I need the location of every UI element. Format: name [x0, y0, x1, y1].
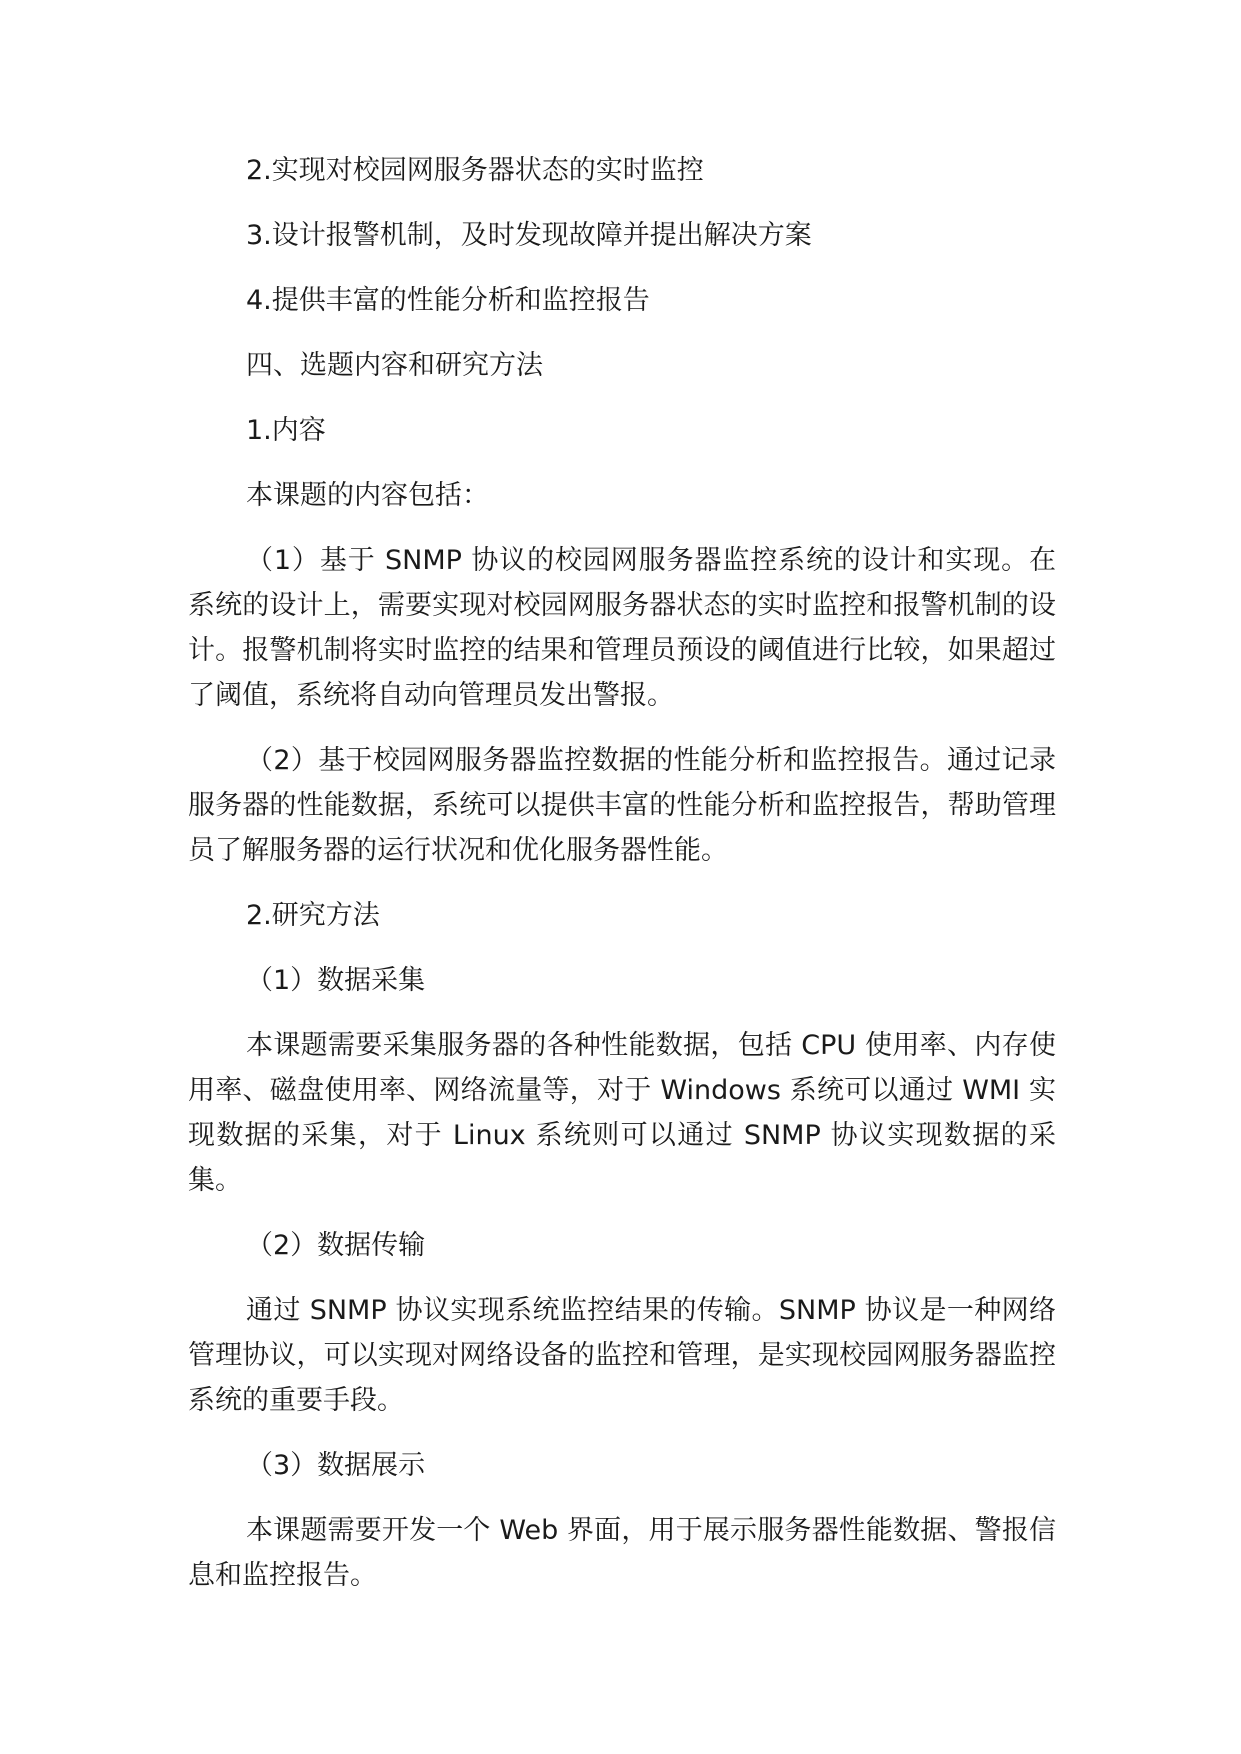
method-paragraph-collection: 本课题需要采集服务器的各种性能数据，包括 CPU 使用率、内存使用率、磁盘使用率、网络流量等，对于 Windows 系统可以通过 WMI 实现数据的采集，对于 Linux 系统则可以通过 SNMP 协议实现数据的采集。 [188, 1030, 1056, 1196]
content-intro: 本课题的内容包括： [246, 480, 489, 511]
method-heading-collection: （1）数据采集 [246, 965, 426, 996]
subsection-heading-methods: 2.研究方法 [246, 900, 380, 931]
content-paragraph-2: （2）基于校园网服务器监控数据的性能分析和监控报告。通过记录服务器的性能数据，系统可以提供丰富的性能分析和监控报告，帮助管理员了解服务器的运行状况和优化服务器性能。 [188, 745, 1056, 866]
section-heading: 四、选题内容和研究方法 [246, 350, 543, 381]
document-body [188, 148, 1056, 1598]
subsection-heading-content: 1.内容 [246, 415, 326, 446]
objective-item-4: 4.提供丰富的性能分析和监控报告 [246, 285, 650, 316]
method-paragraph-display: 本课题需要开发一个 Web 界面，用于展示服务器性能数据、警报信息和监控报告。 [188, 1515, 1056, 1591]
method-heading-display: （3）数据展示 [246, 1450, 426, 1481]
objective-item-2: 2.实现对校园网服务器状态的实时监控 [246, 155, 704, 186]
method-heading-transmission: （2）数据传输 [246, 1230, 426, 1261]
method-paragraph-transmission: 通过 SNMP 协议实现系统监控结果的传输。SNMP 协议是一种网络管理协议，可以实现对网络设备的监控和管理，是实现校园网服务器监控系统的重要手段。 [188, 1295, 1056, 1416]
content-paragraph-1: （1）基于 SNMP 协议的校园网服务器监控系统的设计和实现。在系统的设计上，需要实现对校园网服务器状态的实时监控和报警机制的设计。报警机制将实时监控的结果和管理员预设的阈值进行比较，如果超过了阈值，系统将自动向管理员发出警报。 [188, 545, 1056, 711]
objective-item-3: 3.设计报警机制，及时发现故障并提出解决方案 [246, 220, 812, 251]
